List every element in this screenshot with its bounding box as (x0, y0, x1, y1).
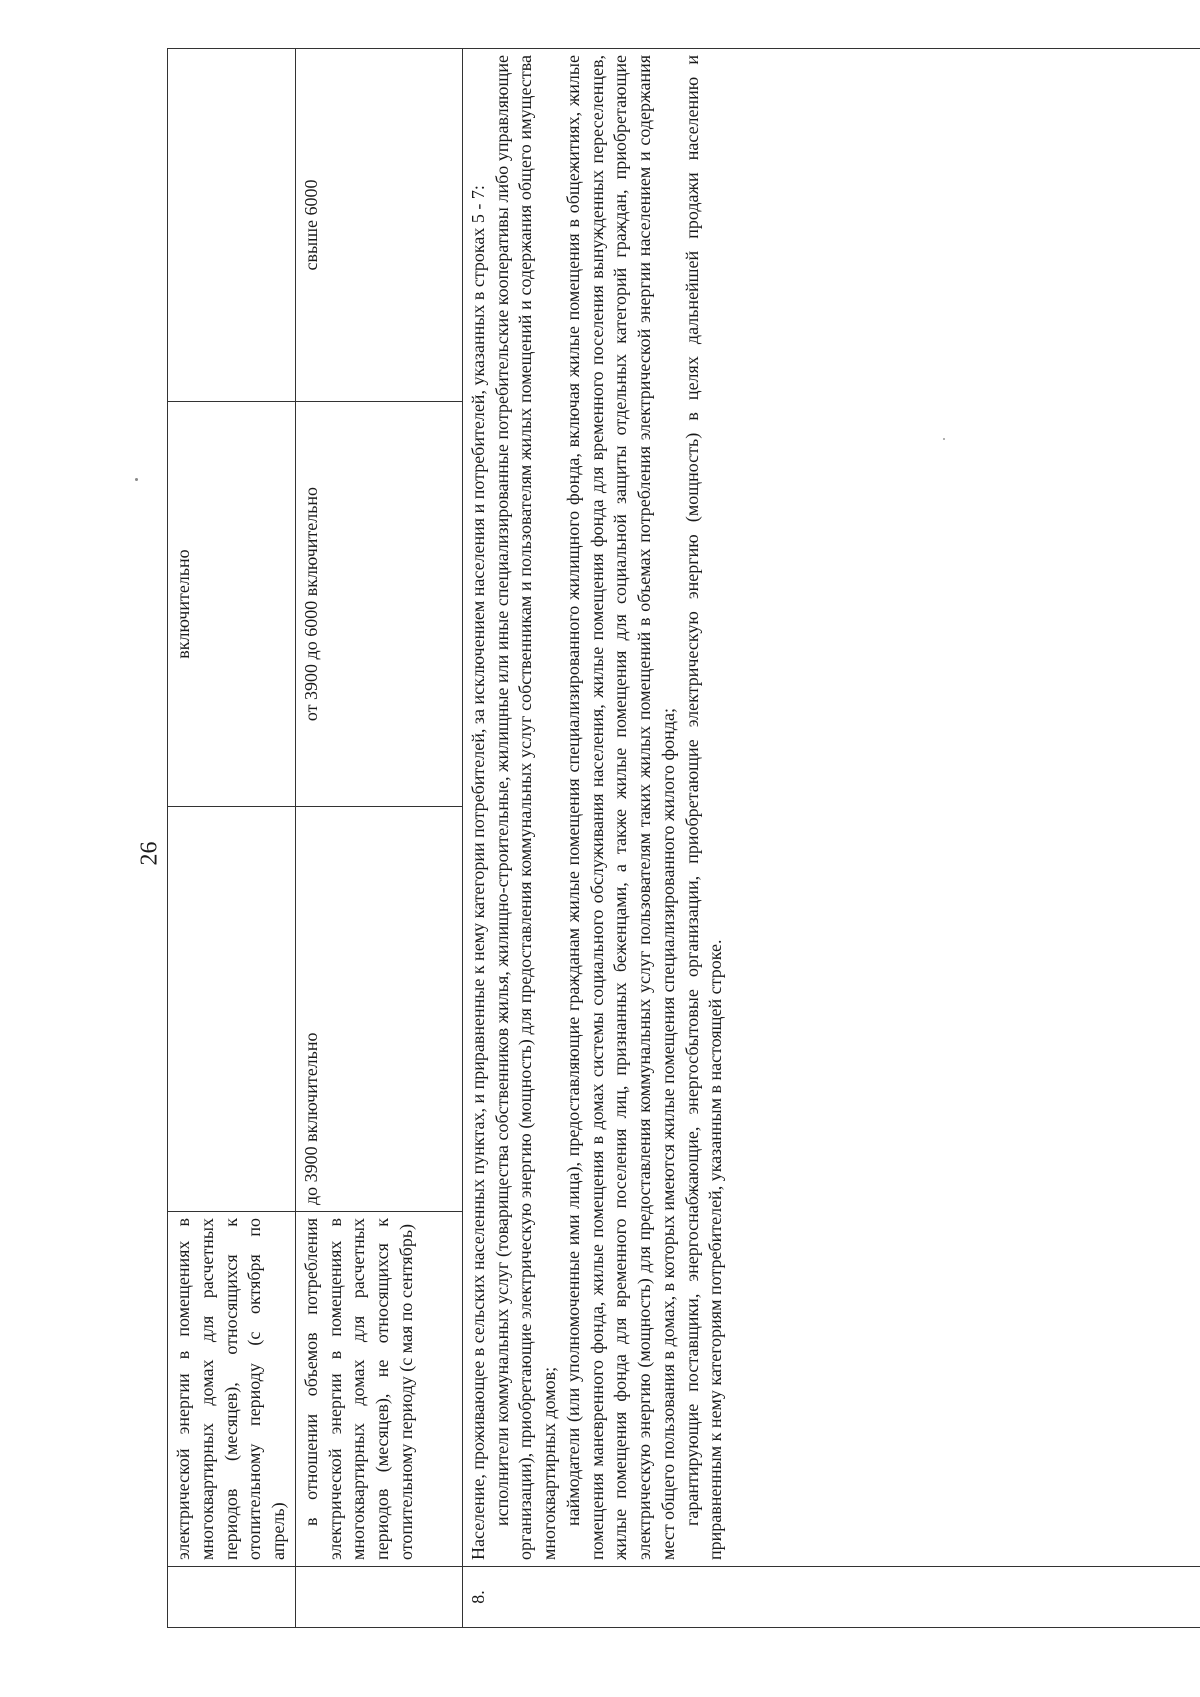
description-text: в отношении объемов потребления электрической энергии в помещениях в многоквартирных домах для расчетных периодов (месяцев), не относящихся к отопительному периоду (с мая по сентябрь) (300, 1218, 416, 1560)
range-cell-3 (168, 49, 296, 402)
range-cell-1 (168, 807, 296, 1212)
scan-speck (135, 478, 138, 481)
paragraph: наймодатели (или уполномоченные ими лица), предоставляющие гражданам жилые помещения специализированного жилищного фонда, включая жилые помещения в общежитиях, жилые помещения маневренного фонда, жилые помещения в домах системы социального обслуживания населения, жилые помещения фонда для временного поселения вынужденных переселенцев, жилые помещения фонда для временного поселения лиц, признанных беженцами, а также жилые помещения для социальной защиты отдельных категорий граждан, приобретающие электрическую энергию (мощность) для предоставления коммунальных услуг пользователям таких жилых помещений в объемах потребления электрической энергии населением и содержания мест общего пользования в домах, в которых имеются жилые помещения специализированного жилого фонда; (562, 55, 678, 1560)
paragraph: исполнители коммунальных услуг (товарищества собственников жилья, жилищно-строительные, жилищные или иные специализированные потребительские кооперативы либо управляющие организации), приобретающие электрическую энергию (мощность) для предоставления коммунальных услуг собственникам и пользователям жилых помещений и содержания общего имущества многоквартирных домов; (491, 55, 559, 1560)
merged-description-cell (462, 49, 1200, 1567)
range-cell-3: свыше 6000 (295, 49, 462, 402)
range-cell-1: до 3900 включительно (295, 807, 462, 1212)
table-row (462, 49, 1200, 1628)
description-cell: электрической энергии в помещениях в многоквартирных домах для расчетных периодов (месяцев), относящихся к отопительному периоду (с октября по апрель) (168, 1212, 296, 1567)
row-number-cell (295, 1567, 462, 1628)
row-number-cell: 8. (462, 1567, 1200, 1628)
range-cell-2: включительно (168, 402, 296, 807)
description-cell (295, 1212, 462, 1567)
rotated-page-region (167, 55, 1200, 1628)
table-row (295, 49, 462, 1628)
row-number-cell (168, 1567, 296, 1628)
page-number: 26 (136, 841, 163, 866)
table-row (168, 49, 296, 1628)
tariff-table (167, 48, 1200, 1628)
range-cell-2: от 3900 до 6000 включительно (295, 402, 462, 807)
paragraph: гарантирующие поставщики, энергоснабжающие, энергосбытовые организации, приобретающие электрическую энергию (мощность) в целях дальнейшей продажи населению и приравненным к нему категориям потребителей, указанным в настоящей строке. (681, 55, 726, 1560)
landscape-table-wrapper (167, 55, 1200, 1628)
paragraph: Население, проживающее в сельских населенных пунктах, и приравненные к нему категории потребителей, за исключением населения и потребителей, указанных в строках 5 - 7: (467, 185, 488, 1560)
